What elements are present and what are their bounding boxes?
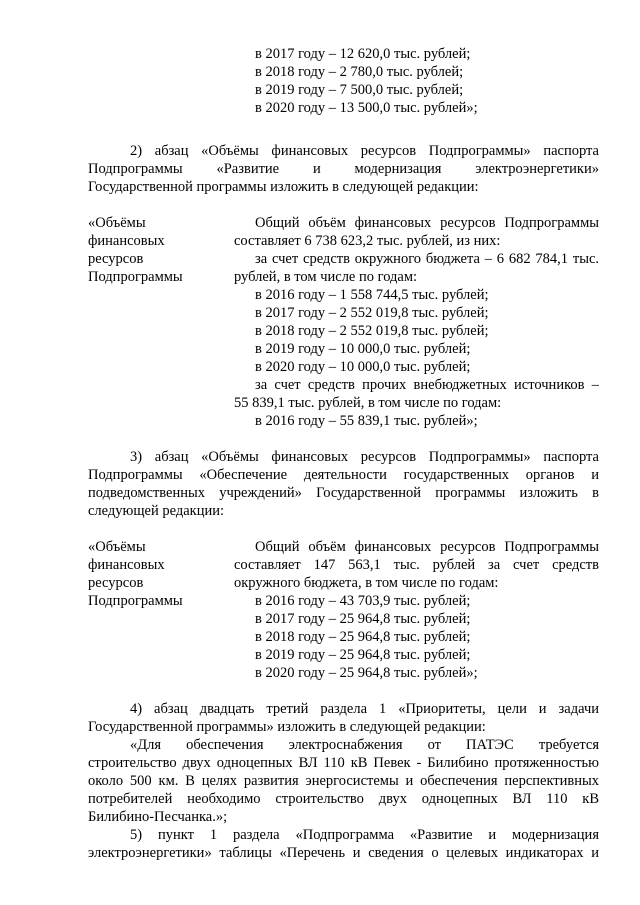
table-label: «Объёмы: [88, 539, 146, 555]
table-value: 55 839,1 тыс. рублей, в том числе по годам:: [234, 395, 502, 411]
table-label: «Объёмы: [88, 215, 146, 231]
paragraph-line: около 500 км. В целях развития энергосистемы и обеспечения перспективных: [88, 773, 599, 789]
paragraph-line: 5) пункт 1 раздела «Подпрограмма «Развитие и модернизация: [130, 827, 599, 843]
year-line: в 2020 году – 13 500,0 тыс. рублей»;: [255, 100, 478, 116]
paragraph-line: Государственной программы» изложить в следующей редакции:: [88, 719, 486, 735]
table-value: в 2016 году – 1 558 744,5 тыс. рублей;: [255, 287, 489, 303]
table-value: в 2017 году – 2 552 019,8 тыс. рублей;: [255, 305, 489, 321]
year-line: в 2019 году – 7 500,0 тыс. рублей;: [255, 82, 464, 98]
table-value: в 2017 году – 25 964,8 тыс. рублей;: [255, 611, 471, 627]
table-label: финансовых: [88, 557, 165, 573]
table-value: в 2019 году – 25 964,8 тыс. рублей;: [255, 647, 471, 663]
table-value: Общий объём финансовых ресурсов Подпрограммы: [255, 215, 599, 231]
paragraph-line: 2) абзац «Объёмы финансовых ресурсов Подпрограммы» паспорта: [130, 143, 599, 159]
table-label: ресурсов: [88, 575, 144, 591]
table-value: окружного бюджета, в том числе по годам:: [234, 575, 499, 591]
paragraph-line: Билибино-Песчанка.»;: [88, 809, 228, 825]
year-line: в 2018 году – 2 780,0 тыс. рублей;: [255, 64, 464, 80]
paragraph-line: 4) абзац двадцать третий раздела 1 «Приоритеты, цели и задачи: [130, 701, 599, 717]
paragraph-line: строительство двух одноцепных ВЛ 110 кВ Певек - Билибино протяженностью: [88, 755, 599, 771]
paragraph-line: потребителей необходимо строительство двух одноцепных ВЛ 110 кВ: [88, 791, 599, 807]
table-value: составляет 147 563,1 тыс. рублей за счет средств: [234, 557, 599, 573]
table-value: в 2018 году – 25 964,8 тыс. рублей;: [255, 629, 471, 645]
table-value: в 2020 году – 25 964,8 тыс. рублей»;: [255, 665, 478, 681]
paragraph-line: электроэнергетики» таблицы «Перечень и сведения о целевых индикаторах и: [88, 845, 599, 861]
table-value: в 2019 году – 10 000,0 тыс. рублей;: [255, 341, 471, 357]
paragraph-line: подведомственных учреждений» Государственной программы изложить в: [88, 485, 599, 501]
table-label: Подпрограммы: [88, 269, 183, 285]
paragraph-line: «Для обеспечения электроснабжения от ПАТЭС требуется: [130, 737, 599, 753]
table-value: в 2018 году – 2 552 019,8 тыс. рублей;: [255, 323, 489, 339]
table-value: за счет средств окружного бюджета – 6 682 784,1 тыс.: [255, 251, 599, 267]
table-value: составляет 6 738 623,2 тыс. рублей, из них:: [234, 233, 501, 249]
table-value: в 2016 году – 43 703,9 тыс. рублей;: [255, 593, 471, 609]
table-value: рублей, в том числе по годам:: [234, 269, 418, 285]
table-value: в 2016 году – 55 839,1 тыс. рублей»;: [255, 413, 478, 429]
table-label: финансовых: [88, 233, 165, 249]
table-value: Общий объём финансовых ресурсов Подпрограммы: [255, 539, 599, 555]
paragraph-line: Государственной программы изложить в следующей редакции:: [88, 179, 479, 195]
table-value: в 2020 году – 10 000,0 тыс. рублей;: [255, 359, 471, 375]
table-label: ресурсов: [88, 251, 144, 267]
paragraph-line: Подпрограммы «Развитие и модернизация электроэнергетики»: [88, 161, 599, 177]
table-value: за счет средств прочих внебюджетных источников –: [255, 377, 599, 393]
paragraph-line: 3) абзац «Объёмы финансовых ресурсов Подпрограммы» паспорта: [130, 449, 599, 465]
paragraph-line: Подпрограммы «Обеспечение деятельности государственных органов и: [88, 467, 599, 483]
table-label: Подпрограммы: [88, 593, 183, 609]
year-line: в 2017 году – 12 620,0 тыс. рублей;: [255, 46, 471, 62]
paragraph-line: следующей редакции:: [88, 503, 225, 519]
